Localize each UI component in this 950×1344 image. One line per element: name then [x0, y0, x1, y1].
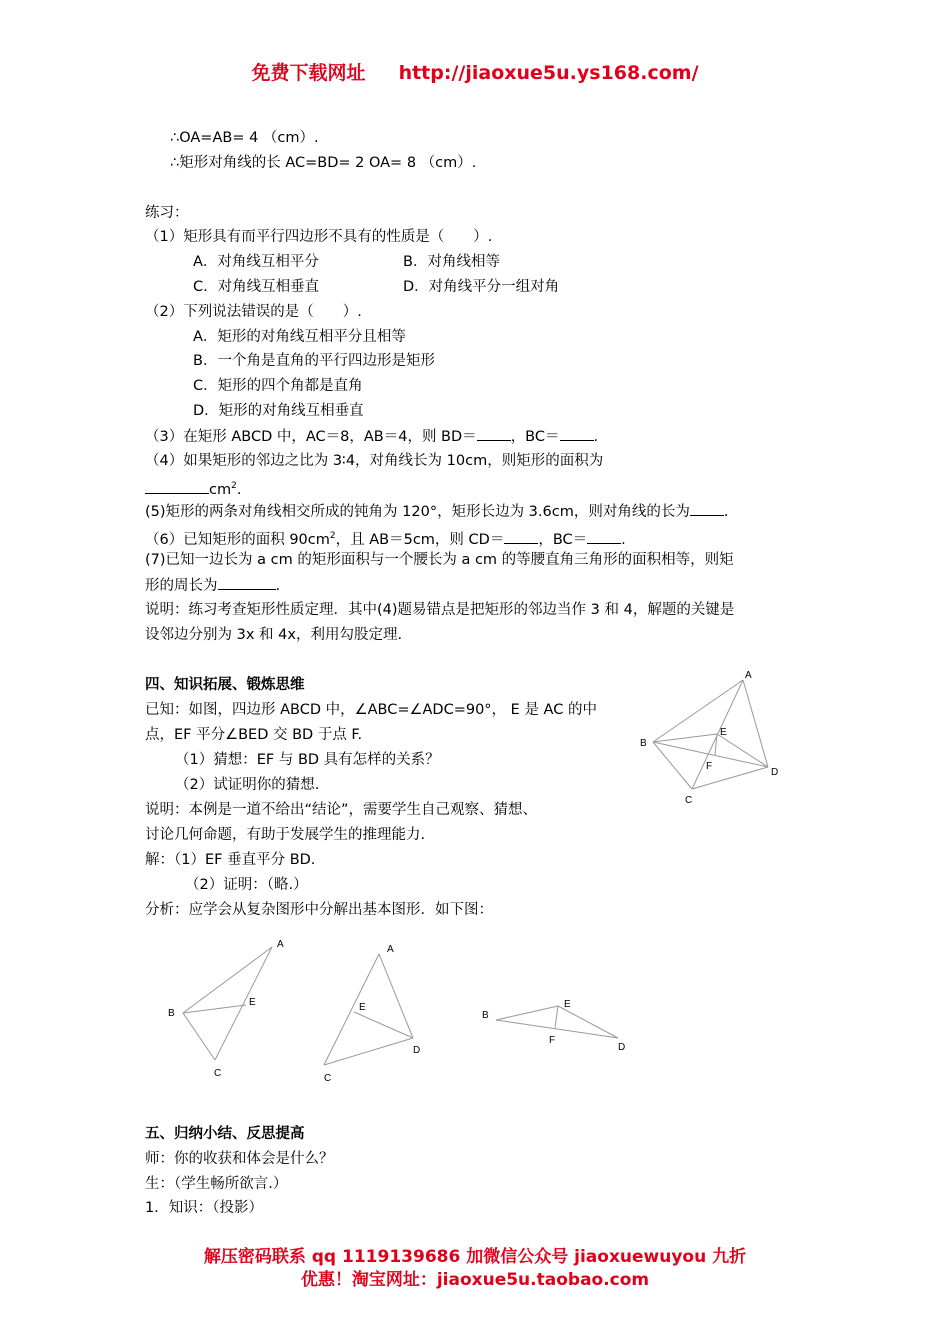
- label-A: A: [387, 944, 394, 955]
- q3-part2: ，BC＝: [510, 429, 560, 445]
- section5-teacher: 师：你的收获和体会是什么？: [145, 1151, 334, 1167]
- label-F: F: [549, 1035, 556, 1046]
- label-A: A: [277, 939, 284, 950]
- practice-note-2: 设邻边分别为 3x 和 4x，利用勾股定理.: [145, 627, 403, 643]
- q7-end: .: [275, 578, 281, 594]
- edge-AC: [215, 947, 272, 1060]
- label-B: B: [640, 738, 647, 749]
- q2-stem: （2）下列说法错误的是（ ）.: [145, 304, 362, 320]
- q4-line-1: （4）如果矩形的邻边之比为 3∶4，对角线长为 10cm，则矩形的面积为: [145, 453, 604, 469]
- edge-BE: [496, 1006, 558, 1020]
- label-E: E: [720, 727, 727, 738]
- q1-option-d: D．对角线平分一组对角: [403, 279, 560, 295]
- edge-CD: [692, 767, 768, 789]
- label-D: D: [618, 1042, 626, 1053]
- q7-blank-perimeter[interactable]: [218, 575, 276, 590]
- edge-BA: [653, 680, 743, 742]
- q7-line-1: (7)已知一边长为 a cm 的矩形面积与一个腰长为 a cm 的等腰直角三角形的面积相等，则矩: [145, 552, 734, 568]
- header-site-label: 免费下载网址: [251, 62, 366, 84]
- q6-part4: .: [621, 531, 626, 548]
- q6-line: [145, 526, 626, 550]
- figure-triangle-abc: [160, 935, 300, 1085]
- label-D: D: [413, 1045, 421, 1056]
- label-D: D: [771, 767, 779, 778]
- section4-solution-2: （2）证明：（略.）: [185, 877, 308, 893]
- edge-AD: [743, 680, 768, 767]
- footer-line-2[interactable]: 优惠！淘宝网址：jiaoxue5u.taobao.com: [300, 1270, 650, 1290]
- section4-q1: （1）猜想：EF 与 BD 具有怎样的关系？: [175, 752, 440, 768]
- label-C: C: [685, 795, 693, 806]
- label-E: E: [359, 1002, 366, 1013]
- practice-title: 练习：: [145, 205, 189, 221]
- seg-EF: [555, 1006, 558, 1028]
- q5-line: [145, 501, 728, 522]
- q6-part1: （6）已知矩形的面积 90cm: [145, 531, 330, 548]
- section4-note-1: 说明：本例是一道不给出“结论”，需要学生自己观察、猜想、: [145, 802, 538, 818]
- section4-title: 四、知识拓展、锻炼思维: [145, 677, 305, 693]
- section4-line-1: 已知：如图，四边形 ABCD 中，∠ABC=∠ADC=90°， E 是 AC 的中: [145, 702, 597, 718]
- q4-exp: 2: [231, 481, 237, 491]
- q2-option-c: C．矩形的四个角都是直角: [193, 378, 363, 394]
- intro-line-2: ∴矩形对角线的长 AC=BD= 2 OA= 8 （cm）.: [170, 155, 477, 171]
- label-F: F: [706, 761, 713, 772]
- edge-BC: [183, 1013, 215, 1060]
- label-B: B: [482, 1010, 489, 1021]
- section4-q2: （2）试证明你的猜想.: [175, 777, 320, 793]
- q2-option-a: A．矩形的对角线互相平分且相等: [193, 329, 406, 345]
- footer-line-1: 解压密码联系 qq 1119139686 加微信公众号 jiaoxuewuyou 九折: [203, 1247, 747, 1267]
- section4-note-2: 讨论几何命题，有助于发展学生的推理能力.: [145, 827, 426, 843]
- q2-option-b: B．一个角是直角的平行四边形是矩形: [193, 353, 435, 369]
- section4-analysis: 分析：应学会从复杂图形中分解出基本图形．如下图：: [145, 902, 493, 918]
- q7-line-2: [145, 575, 280, 596]
- figure-quadrilateral-main: [630, 665, 790, 810]
- practice-note-1: 说明：练习考查矩形性质定理．其中(4)题易错点是把矩形的邻边当作 3 和 4，解题的关键是: [145, 602, 735, 618]
- figure-triangle-bed: [478, 993, 638, 1063]
- intro-line-1: ∴OA=AB= 4 （cm）.: [170, 130, 319, 146]
- label-C: C: [324, 1073, 332, 1084]
- q1-stem: （1）矩形具有而平行四边形不具有的性质是（ ）.: [145, 229, 493, 245]
- q7-text: 形的周长为: [145, 578, 218, 594]
- q3-blank-bc[interactable]: [560, 426, 594, 441]
- edge-BD: [496, 1020, 618, 1038]
- q3-part1: （3）在矩形 ABCD 中，AC＝8，AB＝4，则 BD＝: [145, 429, 477, 445]
- q4-blank-area[interactable]: [145, 479, 209, 494]
- q6-part2: ，且 AB＝5cm，则 CD＝: [335, 531, 505, 548]
- q2-option-d: D．矩形的对角线互相垂直: [193, 403, 364, 419]
- label-B: B: [168, 1008, 175, 1019]
- label-E: E: [249, 997, 256, 1008]
- header-site-url[interactable]: http://jiaoxue5u.ys168.com/: [398, 62, 699, 84]
- section5-title: 五、归纳小结、反思提高: [145, 1126, 305, 1142]
- q4-line-2: [145, 476, 241, 500]
- label-C: C: [214, 1068, 222, 1079]
- q5-text: (5)矩形的两条对角线相交所成的钝角为 120°，矩形长边为 3.6cm，则对角线的长为: [145, 504, 690, 520]
- q6-blank-bc[interactable]: [587, 529, 621, 544]
- q3-part3: .: [593, 429, 599, 445]
- q6-blank-cd[interactable]: [504, 529, 538, 544]
- label-E: E: [564, 999, 571, 1010]
- section5-item-1: 1．知识：（投影）: [145, 1200, 263, 1216]
- q6-exp: 2: [329, 531, 336, 541]
- section5-student: 生：（学生畅所欲言.）: [145, 1176, 288, 1192]
- figure-triangle-adc: [315, 940, 445, 1090]
- label-A: A: [745, 670, 752, 681]
- header-banner: [0, 58, 950, 85]
- section4-solution-1: 解：（1）EF 垂直平分 BD.: [145, 852, 316, 868]
- q4-unit: cm: [209, 481, 232, 498]
- edge-CD: [324, 1038, 413, 1065]
- q3-line: [145, 426, 598, 447]
- q5-blank-diagonal[interactable]: [690, 501, 724, 516]
- q4-end: .: [236, 481, 242, 498]
- section4-line-2: 点，EF 平分∠BED 交 BD 于点 F.: [145, 727, 363, 743]
- q5-end: .: [723, 504, 729, 520]
- edge-AC: [324, 954, 379, 1065]
- q1-option-b: B．对角线相等: [403, 254, 500, 270]
- q6-part3: ，BC＝: [538, 531, 588, 548]
- q1-option-a: A．对角线互相平分: [193, 254, 319, 270]
- edge-BA: [183, 947, 272, 1013]
- q3-blank-bd[interactable]: [477, 426, 511, 441]
- q1-option-c: C．对角线互相垂直: [193, 279, 320, 295]
